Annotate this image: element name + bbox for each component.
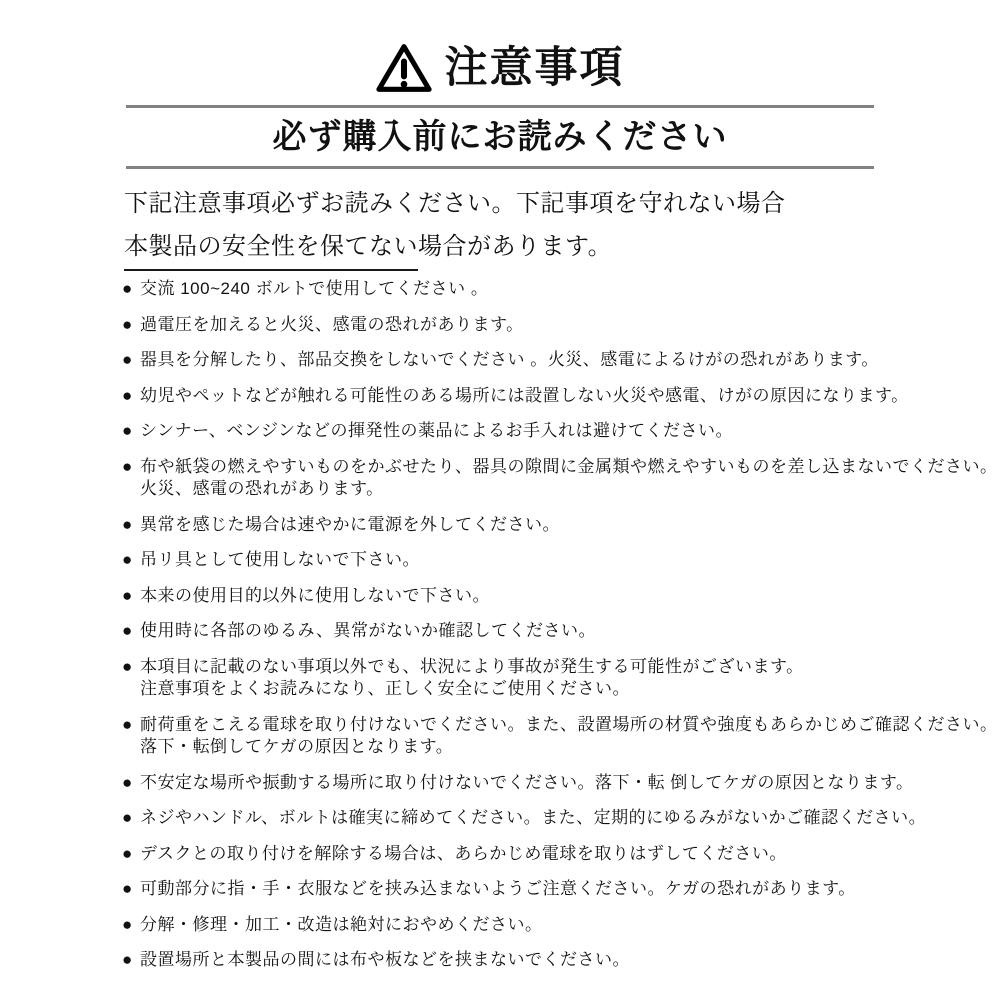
list-item-check-looseness [122, 620, 1000, 643]
list-item-text: 使用時に各部のゆるみ、異常がないか確認してください。 [140, 621, 597, 640]
list-item-text: 不安定な場所や振動する場所に取り付けないでください。落下・転 倒してケガの原因となります。 [140, 772, 914, 792]
bullet-icon: ● [122, 550, 133, 569]
bullet-icon: ● [122, 950, 133, 969]
caution-list [122, 278, 1000, 972]
bullet-icon: ● [122, 808, 133, 827]
list-item-text: 過電圧を加えると火災、感電の恐れがあります。 [140, 314, 524, 334]
list-item-flammables [122, 456, 1000, 501]
list-item-text: ネジやハンドル、ボルトは確実に締めてください。また、定期的にゆるみがないかご確認ください。 [140, 808, 927, 827]
bullet-icon: ● [122, 421, 133, 440]
list-item-no-cloth-between [122, 949, 1000, 972]
list-item-text: 可動部分に指・手・衣服などを挟み込まないようご注意ください。ケガの恐れがあります。 [140, 879, 856, 898]
bullet-icon: ● [122, 879, 133, 898]
list-item-text: 設置場所と本製品の間には布や板などを挟まないでください。 [140, 950, 630, 969]
list-item-text: 吊リ具として使用しないで下さい。 [140, 550, 420, 569]
bullet-icon: ● [122, 350, 133, 369]
list-item-solvents [122, 420, 1000, 443]
list-item-text: 器具を分解したり、部品交換をしないでください 。火災、感電によるけがの恐れがあります。 [140, 350, 879, 369]
warning-triangle-icon [376, 42, 432, 94]
list-item-pinch-hazard [122, 878, 1000, 901]
list-item-voltage [122, 278, 1000, 301]
list-item-text: 幼児やペットなどが触れる可能性のある場所には設置しない火災や感電、けがの原因になります。 [140, 385, 909, 405]
intro-paragraph [124, 182, 1000, 271]
list-item-unlisted-situations [122, 656, 1000, 701]
bullet-icon: ● [122, 772, 133, 792]
intro-line-2-underlined-text: 本製品の安全性を保てない [124, 225, 418, 271]
list-item-text: 交流 100~240 ボルトで使用してください 。 [140, 279, 489, 298]
list-item-text-continued: 注意事項をよくお読みになり、正しく安全にご使用ください。 [140, 679, 630, 698]
list-item-text: シンナー、ベンジンなどの揮発性の薬品によるお手入れは避けてください。 [140, 421, 734, 440]
list-item-text: 本項目に記載のない事項以外でも、状況により事故が発生する可能性がございます。 [140, 656, 804, 676]
list-item-text-continued: 火災、感電の恐れがあります。 [140, 479, 384, 498]
list-item-remove-bulb-first [122, 843, 1000, 866]
page-title-text: 注意事項 [444, 44, 625, 92]
list-item-text: 本来の使用目的以外に使用しないで下さい。 [140, 585, 490, 605]
list-item-abnormality [122, 514, 1000, 537]
bullet-icon: ● [122, 914, 133, 934]
list-item-children-pets [122, 385, 1000, 408]
bullet-icon: ● [122, 314, 133, 334]
bullet-icon: ● [122, 279, 133, 298]
list-item-unstable-places [122, 772, 1000, 795]
list-item-tighten-screws [122, 807, 1000, 830]
list-item-overvoltage [122, 314, 1000, 337]
bullet-icon: ● [122, 621, 133, 640]
list-item-text: 耐荷重をこえる電球を取り付けないでください。また、設置場所の材質や強度もあらかじめご確認ください。 [140, 714, 998, 734]
bullet-icon: ● [122, 385, 133, 405]
list-item-text-continued: 落下・転倒してケガの原因となります。 [140, 737, 454, 756]
list-item-not-a-hanger [122, 549, 1000, 572]
page-title [0, 0, 1000, 96]
bullet-icon: ● [122, 714, 133, 734]
bullet-icon: ● [122, 656, 133, 676]
list-item-text: 分解・修理・加工・改造は絶対におやめください。 [140, 914, 543, 934]
intro-line-2-rest-text: 場合があります。 [418, 233, 613, 260]
divider-bottom [126, 166, 874, 169]
bullet-icon: ● [122, 514, 133, 534]
intro-line-2 [124, 225, 1000, 271]
list-item-no-disassembly-parts [122, 349, 1000, 372]
bullet-icon: ● [122, 456, 133, 476]
bullet-icon: ● [122, 585, 133, 605]
list-item-text: 布や紙袋の燃えやすいものをかぶせたり、器具の隙間に金属類や燃えやすいものを差し込まないでください。 [140, 456, 998, 476]
intro-line-1: 下記注意事項必ずお読みください。下記事項を守れない場合 [124, 190, 786, 217]
list-item-text: デスクとの取り付けを解除する場合は、あらかじめ電球を取りはずしてください。 [140, 843, 787, 863]
bullet-icon: ● [122, 843, 133, 863]
subtitle: 必ず購入前にお読みください [272, 118, 728, 156]
list-item-text: 異常を感じた場合は速やかに電源を外してください。 [140, 514, 560, 534]
list-item-no-modification [122, 914, 1000, 937]
list-item-intended-use [122, 585, 1000, 608]
list-item-load-capacity [122, 714, 1000, 759]
